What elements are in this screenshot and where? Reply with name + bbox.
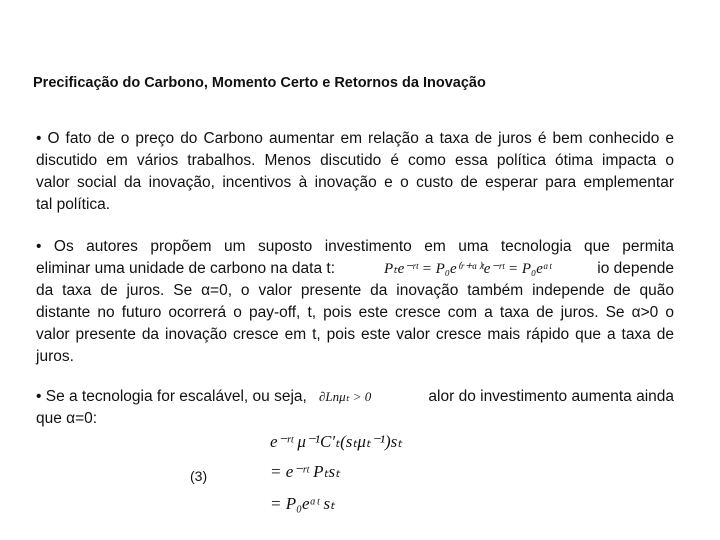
text-line: • Os autores propõem um suposto investimento em uma tecnologia que permita <box>36 238 674 255</box>
text-line: valor social da inovação, incentivos à inovação e o custo de esperar para emplementar <box>36 174 674 191</box>
text-line: tal política. <box>36 196 111 213</box>
text-segment: alor do investimento aumenta ainda <box>428 388 674 405</box>
scalability-condition: ∂Lnμₜ > 0 <box>319 386 371 408</box>
text-line <box>36 386 674 408</box>
text-segment: eliminar uma unidade de carbono na data t: <box>36 260 336 277</box>
text-segment: io depende <box>597 260 674 277</box>
text-line: valor presente da inovação cresce em t, pois este valor cresce mais rápido que a taxa de <box>36 326 674 343</box>
text-line: • O fato de o preço do Carbono aumentar em relação a taxa de juros é bem conhecido e <box>36 130 674 147</box>
paragraph-2 <box>36 236 674 368</box>
equation-line: e⁻ʳᵗ μ⁻¹C′ₜ(sₜμₜ⁻¹)sₜ <box>270 432 403 451</box>
present-value-formula: Pₜe⁻ʳᵗ = P₀e⁽ʳ⁺ᵅ⁾ᵗe⁻ʳᵗ = P₀eᵅᵗ <box>384 258 553 280</box>
text-line: que α=0: <box>36 410 98 427</box>
paragraph-1 <box>36 128 674 216</box>
paragraph-3 <box>36 386 674 430</box>
slide-title: Precificação do Carbono, Momento Certo e Retornos da Inovação <box>33 75 486 91</box>
text-line: da taxa de juros. Se α=0, o valor presente da inovação também independe de quão <box>36 282 674 299</box>
equation-number: (3) <box>190 468 208 484</box>
equation-line: = e⁻ʳᵗ Pₜsₜ <box>270 462 341 481</box>
text-line <box>36 258 674 280</box>
equation-line: = P₀eᵅᵗ sₜ <box>270 494 336 513</box>
text-line: discutido em vários trabalhos. Menos discutido é como essa política ótima impacta o <box>36 152 674 169</box>
text-line: distante no futuro ocorrerá o pay-off, t, pois este cresce com a taxa de juros. Se α>0 o <box>36 304 674 321</box>
text-line: juros. <box>36 348 74 365</box>
text-segment: • Se a tecnologia for escalável, ou seja, <box>36 388 307 405</box>
